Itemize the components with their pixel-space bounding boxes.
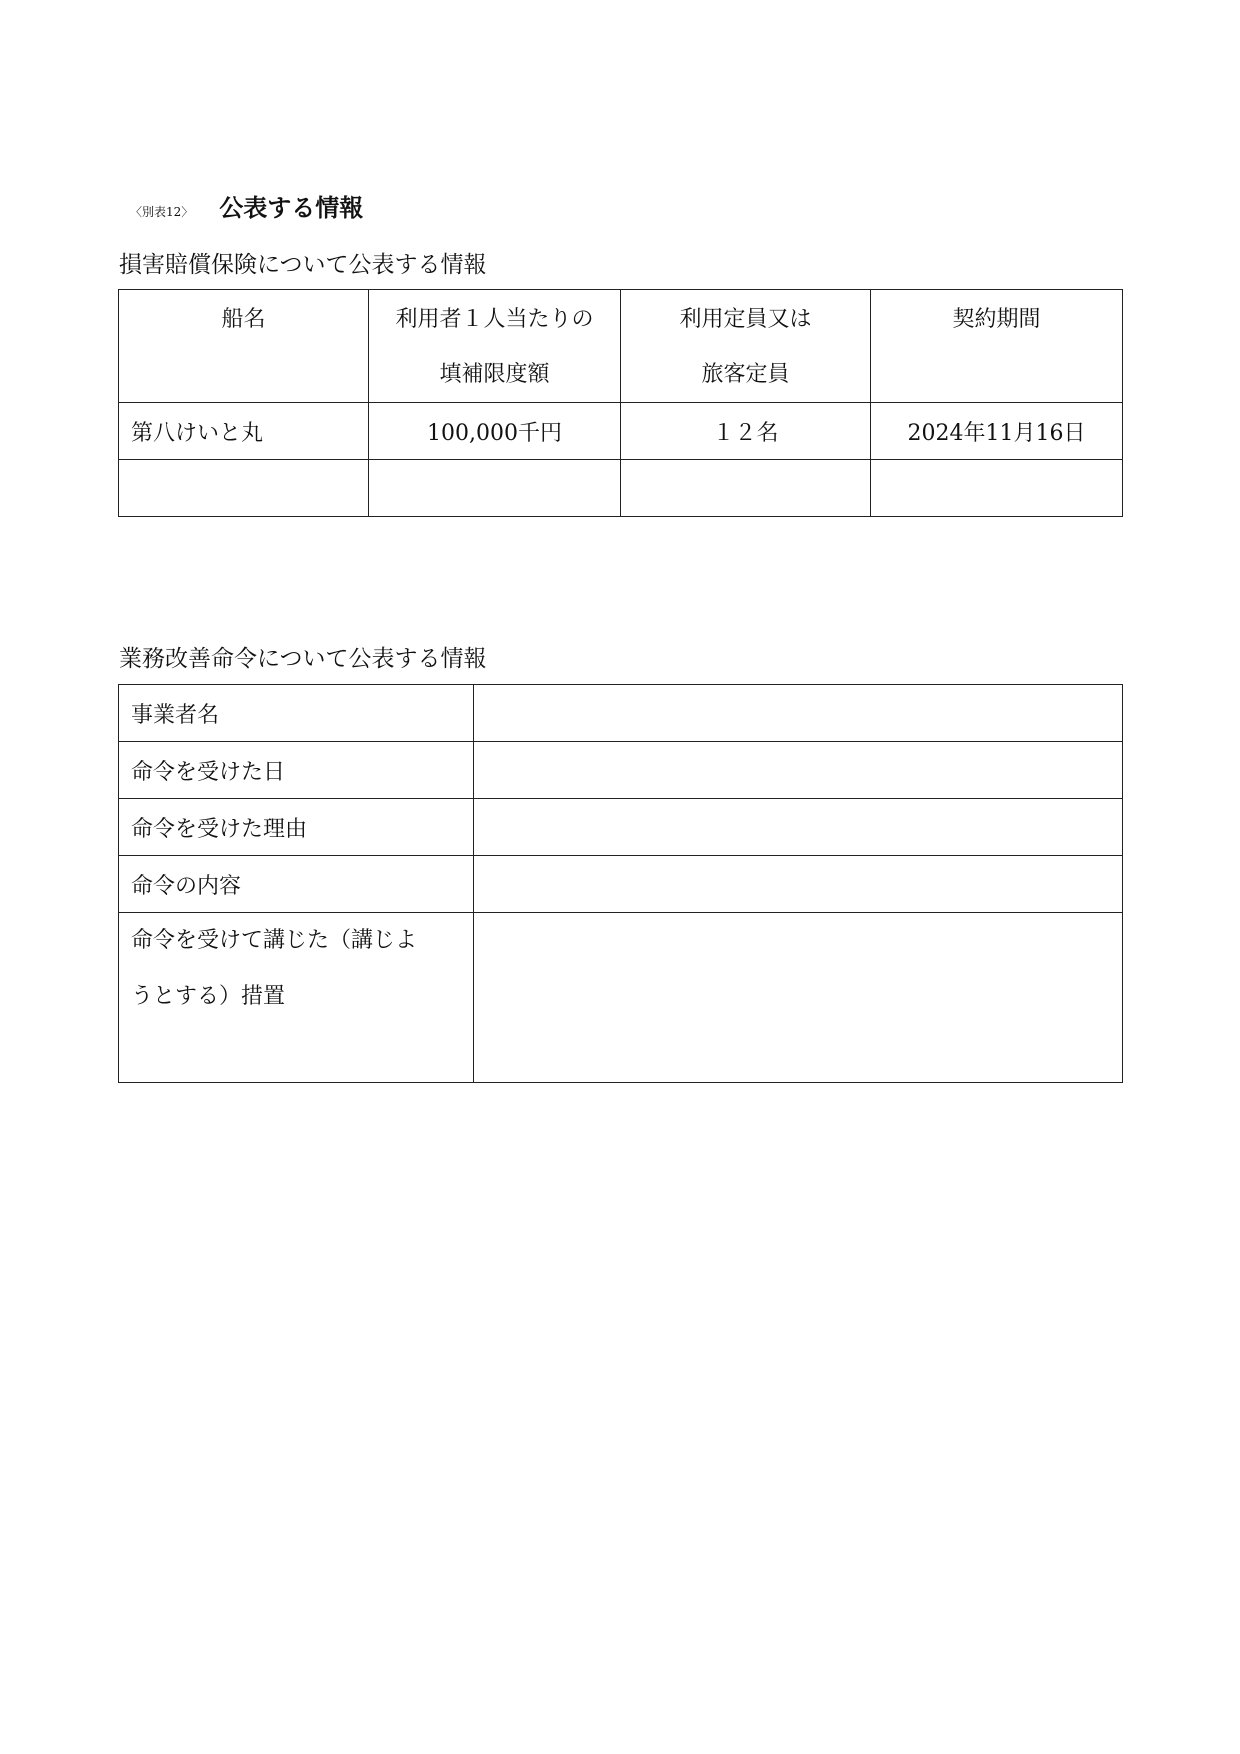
value-order-reason (474, 799, 1123, 856)
table-row (119, 856, 1123, 913)
document-header (130, 188, 363, 223)
label-order-content: 命令の内容 (119, 856, 474, 913)
cell-ship-name (119, 460, 369, 517)
table-row (119, 742, 1123, 799)
insurance-table (118, 289, 1123, 517)
cell-ship-name: 第八けいと丸 (119, 403, 369, 460)
header-coverage-limit (369, 290, 621, 403)
cell-capacity: １２名 (621, 403, 871, 460)
label-business-name: 事業者名 (119, 685, 474, 742)
value-business-name (474, 685, 1123, 742)
label-measures-taken (119, 913, 474, 1083)
label-line: 命令を受けて講じた（講じよ (131, 928, 418, 953)
cell-contract-period: 2024年11月16日 (871, 403, 1123, 460)
header-ship-name (119, 290, 369, 403)
insurance-header-row (119, 290, 1123, 403)
table-row (119, 913, 1123, 1083)
label-line: うとする）措置 (131, 984, 286, 1009)
cell-capacity (621, 460, 871, 517)
label-order-date: 命令を受けた日 (119, 742, 474, 799)
label-order-reason: 命令を受けた理由 (119, 799, 474, 856)
header-capacity (621, 290, 871, 403)
cell-coverage-limit (369, 460, 621, 517)
header-line: 船名 (221, 307, 266, 332)
header-line: 利用者１人当たりの (395, 307, 594, 332)
header-line: 旅客定員 (701, 362, 790, 387)
table-row (119, 685, 1123, 742)
value-order-date (474, 742, 1123, 799)
value-measures-taken (474, 913, 1123, 1083)
value-order-content (474, 856, 1123, 913)
header-line: 契約期間 (952, 307, 1041, 332)
header-contract-period (871, 290, 1123, 403)
insurance-section-title: 損害賠償保険について公表する情報 (119, 252, 487, 278)
page-title: 公表する情報 (219, 194, 364, 222)
header-line: 利用定員又は (679, 307, 812, 332)
order-table (118, 684, 1123, 1083)
table-row (119, 403, 1123, 460)
table-row (119, 460, 1123, 517)
header-line: 填補限度額 (439, 362, 550, 387)
table-row (119, 799, 1123, 856)
annex-label: 〈別表12〉 (130, 205, 194, 219)
cell-coverage-limit: 100,000千円 (369, 403, 621, 460)
order-section-title: 業務改善命令について公表する情報 (119, 646, 487, 672)
cell-contract-period (871, 460, 1123, 517)
